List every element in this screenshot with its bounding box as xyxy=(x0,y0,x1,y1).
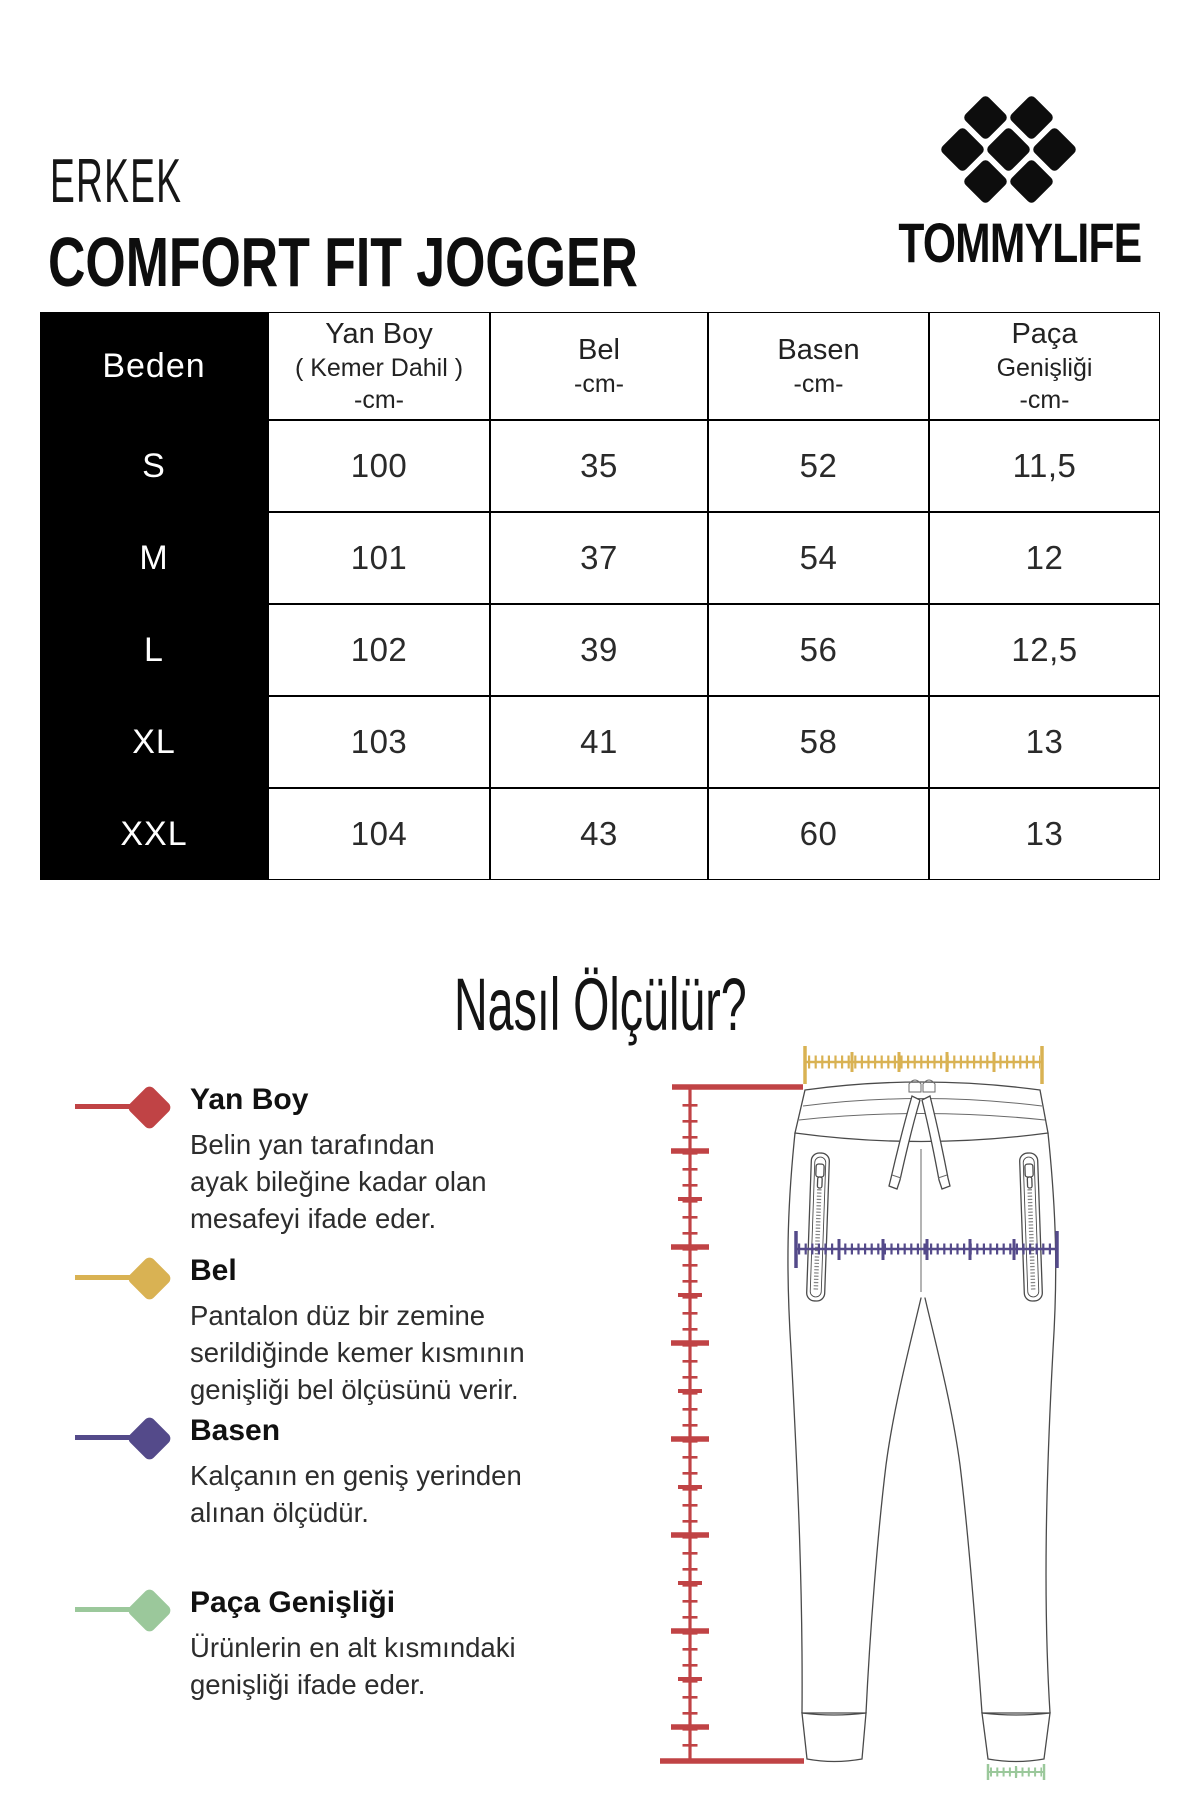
table-cell: 56 xyxy=(708,604,929,696)
table-cell: 43 xyxy=(490,788,708,880)
legend-title: Bel xyxy=(190,1254,237,1287)
size-table xyxy=(40,312,1160,880)
diamond-icon xyxy=(126,1415,173,1462)
bel-marker xyxy=(75,1262,175,1296)
table-cell: 52 xyxy=(708,420,929,512)
product-title: COMFORT FIT JOGGER xyxy=(48,223,638,301)
table-cell: 11,5 xyxy=(929,420,1160,512)
table-cell: 12 xyxy=(929,512,1160,604)
legend-description: Ürünlerin en alt kısmındaki genişliği ifade eder. xyxy=(190,1632,516,1700)
table-cell: 100 xyxy=(268,420,490,512)
how-to-measure-title: Nasıl Ölçülür? xyxy=(453,963,747,1046)
table-cell: 60 xyxy=(708,788,929,880)
legend-description: Belin yan tarafından ayak bileğine kadar olan mesafeyi ifade eder. xyxy=(190,1129,487,1234)
table-header-basen: Basen -cm- xyxy=(708,312,929,420)
basen-marker xyxy=(75,1422,175,1456)
legend-description: Pantalon düz bir zemine serildiğinde kemer kısmının genişliği bel ölçüsünü verir. xyxy=(190,1300,525,1405)
table-cell: 102 xyxy=(268,604,490,696)
table-cell: 54 xyxy=(708,512,929,604)
table-cell: 13 xyxy=(929,696,1160,788)
brand-name: TOMMYLIFE xyxy=(898,211,1142,274)
basen-ruler xyxy=(796,1231,1057,1268)
diamond-icon xyxy=(126,1587,173,1634)
table-header-paca: Paça Genişliği -cm- xyxy=(929,312,1160,420)
diamond-icon xyxy=(126,1255,173,1302)
yan-boy-marker xyxy=(75,1091,175,1125)
jogger-diagram xyxy=(640,1020,1160,1800)
legend-item-yan-boy xyxy=(0,1083,620,1237)
legend-title: Basen xyxy=(190,1414,281,1447)
cuff-left xyxy=(802,1713,866,1762)
table-cell: 101 xyxy=(268,512,490,604)
jogger-outline xyxy=(788,1080,1056,1762)
paca-genisligi-ruler xyxy=(988,1764,1044,1780)
legend-title: Paça Genişliği xyxy=(190,1586,396,1619)
table-row-size-label: M xyxy=(40,512,268,604)
table-row-size-label: XXL xyxy=(40,788,268,880)
table-header-yan-boy: Yan Boy ( Kemer Dahil ) -cm- xyxy=(268,312,490,420)
category-label: ERKEK xyxy=(50,147,183,216)
table-header-size: Beden xyxy=(40,312,268,420)
table-row-size-label: S xyxy=(40,420,268,512)
table-cell: 41 xyxy=(490,696,708,788)
zipper-left xyxy=(806,1153,829,1302)
table-cell: 103 xyxy=(268,696,490,788)
paca-genisligi-marker xyxy=(75,1594,175,1628)
legend-title: Yan Boy xyxy=(190,1083,309,1116)
diamond-icon xyxy=(126,1084,173,1131)
legend-item-bel xyxy=(0,1254,620,1408)
legend-item-paca-genisligi xyxy=(0,1586,620,1703)
table-cell: 35 xyxy=(490,420,708,512)
table-cell: 12,5 xyxy=(929,604,1160,696)
yan-boy-ruler xyxy=(660,1087,804,1761)
table-cell: 58 xyxy=(708,696,929,788)
table-cell: 39 xyxy=(490,604,708,696)
table-cell: 13 xyxy=(929,788,1160,880)
bel-ruler xyxy=(805,1046,1042,1084)
zipper-right xyxy=(1019,1153,1042,1302)
legend-item-basen xyxy=(0,1414,620,1531)
legend-description: Kalçanın en geniş yerinden alınan ölçüdür. xyxy=(190,1460,522,1528)
cuff-right xyxy=(982,1713,1050,1762)
table-row-size-label: L xyxy=(40,604,268,696)
table-row-size-label: XL xyxy=(40,696,268,788)
table-cell: 37 xyxy=(490,512,708,604)
table-cell: 104 xyxy=(268,788,490,880)
table-header-bel: Bel -cm- xyxy=(490,312,708,420)
brand-logo-icon xyxy=(930,85,1100,215)
